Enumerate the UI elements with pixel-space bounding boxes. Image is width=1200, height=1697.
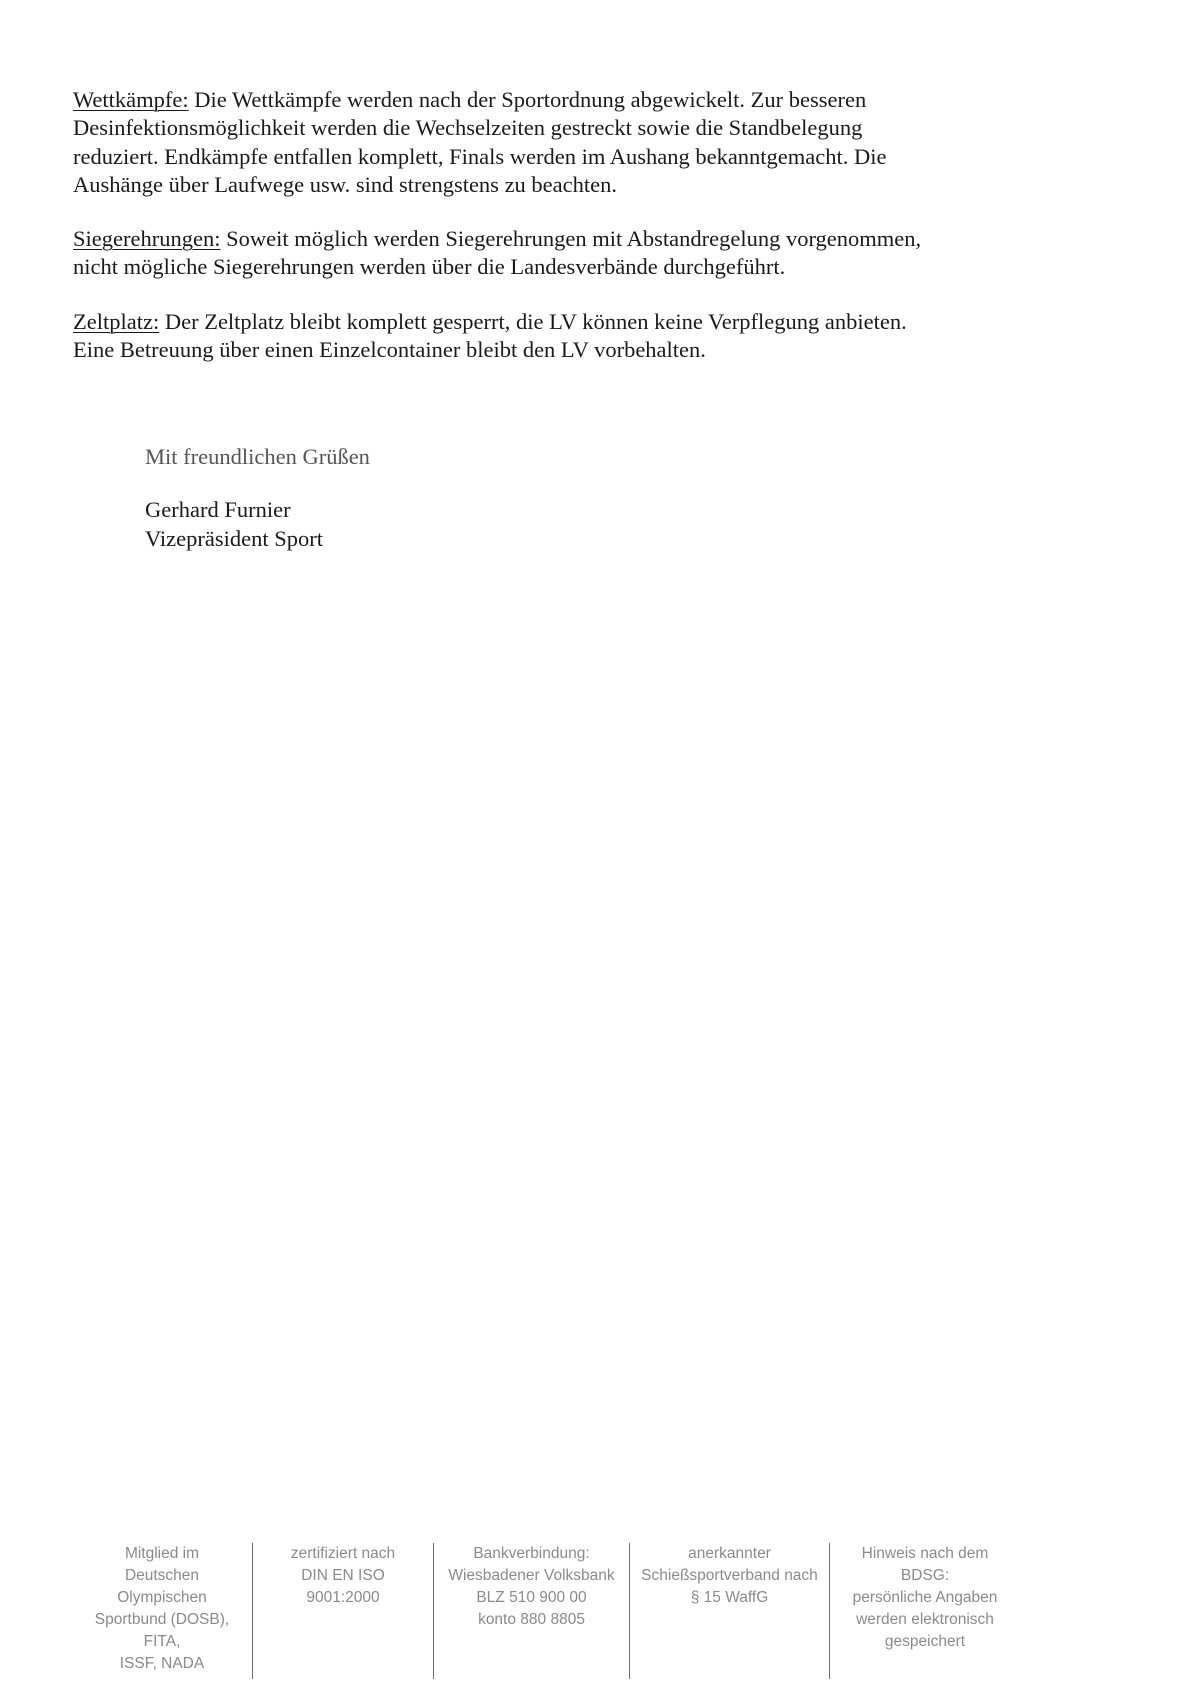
greeting: Mit freundlichen Grüßen — [145, 444, 370, 469]
footer-certification — [253, 1543, 434, 1679]
text-line: Eine Betreuung über einen Einzelcontainer bleibt den LV vorbehalten. — [73, 337, 706, 363]
section-heading: Siegerehrungen: — [73, 226, 221, 252]
footer-line: § 15 WaffG — [690, 1589, 769, 1606]
footer-line: Hinweis nach dem — [861, 1545, 989, 1562]
footer-line: werden elektronisch — [856, 1611, 994, 1628]
section-zeltplatz — [73, 308, 1093, 365]
footer-line: Schießsportverband nach — [641, 1567, 818, 1584]
footer-line: gespeichert — [884, 1633, 966, 1650]
text-line: Der Zeltplatz bleibt komplett gesperrt, die LV können keine Verpflegung anbieten. — [164, 308, 907, 334]
section-wettkaempfe — [73, 86, 1093, 199]
footer-line: anerkannter — [688, 1545, 771, 1562]
footer-line: 9001:2000 — [306, 1589, 380, 1606]
text-line: Aushänge über Laufwege usw. sind strengstens zu beachten. — [73, 171, 617, 197]
footer-line: BDSG: — [900, 1567, 950, 1584]
footer-line: Olympischen — [117, 1589, 207, 1606]
footer-line: persönliche Angaben — [852, 1589, 998, 1606]
footer-bank — [434, 1543, 630, 1679]
signatory-name: Gerhard Furnier — [145, 497, 291, 523]
footer-line: zertifiziert nach — [290, 1545, 396, 1562]
footer-membership — [72, 1543, 253, 1679]
signatory-title: Vizepräsident Sport — [145, 525, 323, 551]
text-line: nicht mögliche Siegerehrungen werden über die Landesverbände durchgeführt. — [73, 254, 786, 280]
footer-line: konto 880 8805 — [478, 1611, 585, 1628]
text-line: Soweit möglich werden Siegerehrungen mit Abstandregelung vorgenommen, — [226, 226, 922, 252]
section-heading: Wettkämpfe: — [73, 87, 189, 112]
letter-body — [73, 86, 1093, 390]
text-line: Desinfektionsmöglichkeit werden die Wechselzeiten gestreckt sowie die Standbelegung — [73, 115, 863, 141]
footer-line: Mitglied im — [124, 1545, 200, 1562]
footer-line: DIN EN ISO — [301, 1567, 385, 1584]
footer-line: FITA, — [143, 1633, 181, 1650]
footer-recognition — [630, 1543, 830, 1679]
section-siegerehrungen — [73, 225, 1093, 282]
text-line: Die Wettkämpfe werden nach der Sportordnung abgewickelt. Zur besseren — [194, 87, 867, 112]
footer-line: Bankverbindung: — [473, 1545, 590, 1562]
footer-line: Deutschen — [124, 1567, 200, 1584]
text-line: reduziert. Endkämpfe entfallen komplett, Finals werden im Aushang bekanntgemacht. Die — [73, 143, 887, 169]
footer-line: ISSF, NADA — [119, 1655, 205, 1672]
closing-block — [145, 443, 370, 553]
section-heading: Zeltplatz: — [73, 308, 160, 334]
footer-line: BLZ 510 900 00 — [476, 1589, 587, 1606]
letterhead-footer — [72, 1543, 1032, 1679]
footer-privacy — [830, 1543, 1020, 1679]
footer-line: Wiesbadener Volksbank — [448, 1567, 615, 1584]
footer-line: Sportbund (DOSB), — [94, 1611, 230, 1628]
